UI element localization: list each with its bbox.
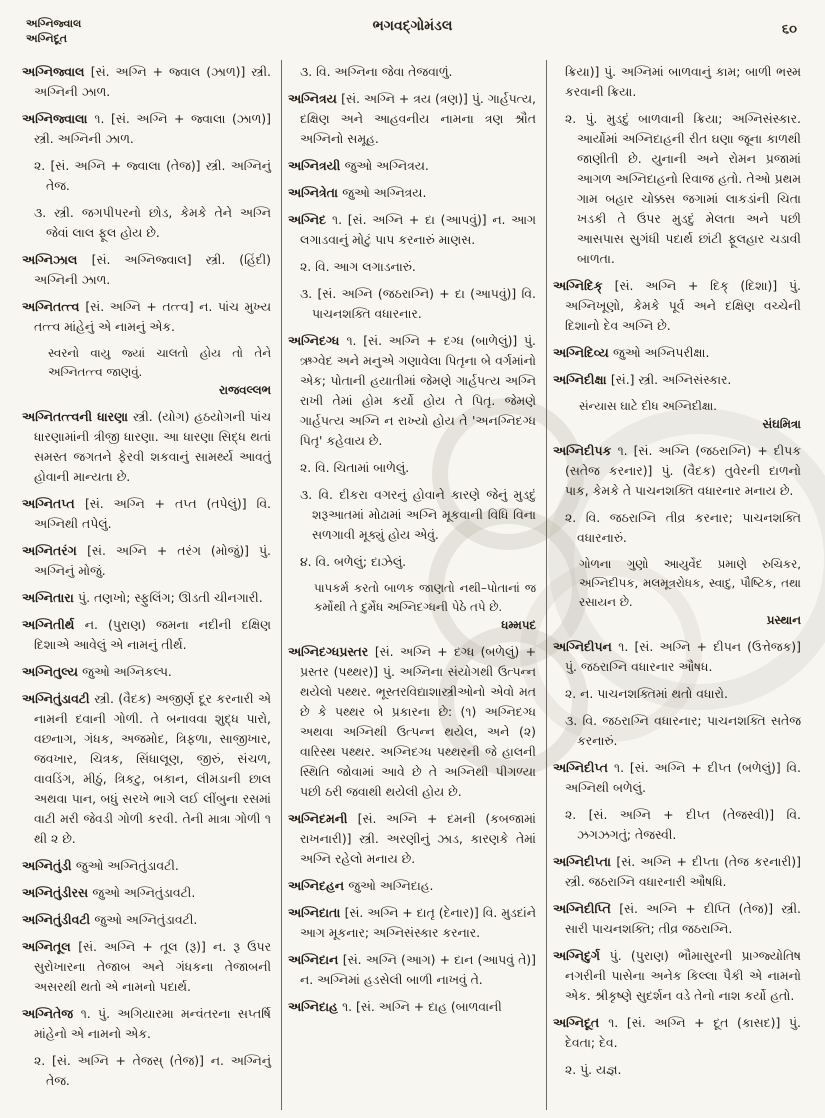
headword: અગ્નિતત્ત્વની ધારણા xyxy=(22,409,134,424)
dictionary-paragraph: ૨. [સં. અગ્નિ + જ્વાલા (તેજ)] સ્ત્રી. અગ્નિનું તેજ. xyxy=(34,158,271,193)
dictionary-paragraph: ૨. [સં. અગ્નિ + તેજસ્ (તેજ)] ન. અગ્નિનું તેજ. xyxy=(34,1053,271,1088)
book-title: ભગવદ્ગોમંડલ xyxy=(372,18,453,34)
headword: અગ્નિદીપ્તા xyxy=(552,854,617,869)
headword: અગ્નિદગ્ધપ્રસ્તર xyxy=(287,644,375,659)
dictionary-paragraph: અગ્નિઝાલ [સં. અગ્નિજ્વાલ] સ્ત્રી. (હિંદી) અગ્નિની ઝાળ. xyxy=(22,252,271,287)
dictionary-paragraph: ૨. વિ. ચિતામાં બાળેલું. xyxy=(299,460,410,475)
dictionary-paragraph: અગ્નિદુર્ગ પું. (પુરાણ) ભૌમાસુરની પ્રાગ્જ્યોતિષ નગરીની પાસેના અનેક કિલ્લા પૈકી એ નામનો એક. શ્રીકૃષ્ણે સુદર્શન વડે તેનો નાશ કર્યો હતો. xyxy=(552,948,801,1003)
citation-source: રાજવલ્લભ xyxy=(218,383,271,397)
dictionary-paragraph: અગ્નિદીક્ષા [સં.] સ્ત્રી. અગ્નિસંસ્કાર. xyxy=(552,372,732,387)
dictionary-paragraph: અગ્નિદીપ્તિ [સં. અગ્નિ + દીપ્તિ (તેજ)] સ્ત્રી. સારી પાચનશક્તિ; તીવ્ર જઠરાગ્નિ. xyxy=(552,901,801,936)
dictionary-paragraph: ૨. વિ. જઠરાગ્નિ તીવ્ર કરનાર; પાચનશક્તિ વધારનારું. xyxy=(564,510,801,545)
headword: અગ્નિતત્ત્વ xyxy=(22,299,86,314)
headword: અગ્નિદાન xyxy=(287,952,343,967)
column-2 xyxy=(281,60,546,1110)
headword: અગ્નિદમની xyxy=(287,811,358,826)
headword: અગ્નિતપ્ત xyxy=(22,496,85,511)
dictionary-paragraph: અગ્નિદીપ્તા [સં. અગ્નિ + દીપ્તા (તેજ કરનારી)] સ્ત્રી. જઠરાગ્નિ વધારનારી ઔષધિ. xyxy=(552,854,801,889)
headword: અગ્નિદાહ xyxy=(287,999,343,1014)
dictionary-paragraph: અગ્નિદિક્ [સં. અગ્નિ + દિક્ (દિશા)] પું. અગ્નિખૂણો, કેમકે પૂર્વ અને દક્ષિણ વચ્ચેની દિશાનો દેવ અગ્નિ છે. xyxy=(552,278,801,333)
headword: અગ્નિતૂલ xyxy=(22,939,79,954)
dictionary-paragraph: અગ્નિતુંડીરસ જુઓ અગ્નિતુંડાવટી. xyxy=(22,885,196,900)
headword: અગ્નિદિવ્ય xyxy=(552,345,613,360)
dictionary-paragraph: અગ્નિદીપન ૧. [સં. અગ્નિ + દીપન (ઉત્તેજક)] પું. જઠરાગ્નિ વધારનાર ઔષધ. xyxy=(552,639,801,674)
dictionary-paragraph: અગ્નિતેજ ૧. પું. અગિયારમા મન્વંતરના સપ્તર્ષિ માંહેનો એ નામનો એક. xyxy=(22,1006,271,1041)
column-3 xyxy=(546,60,811,1110)
dictionary-paragraph: અગ્નિદીપક ૧. [સં. અગ્નિ (જઠરાગ્નિ) + દીપક (સતેજ કરનાર)] પું. (વૈદક) તુવેરની દાળનો પાક, કેમકે તે પાચનશક્તિ વધારનાર મનાય છે. xyxy=(552,443,801,498)
dictionary-paragraph: અગ્નિતુલ્ય જુઓ અગ્નિકલ્પ. xyxy=(22,664,172,679)
dictionary-paragraph: અગ્નિતત્ત્વની ધારણા સ્ત્રી. (યોગ) હઠયોગની પાંચ ધારણામાંની ત્રીજી ધારણા. આ ધારણા સિદ્ધ થતાં સમસ્ત જગતને ફેરવી શકવાનું સામર્થ્ય આવતું હોવાની માન્યતા છે. xyxy=(22,409,271,484)
dictionary-paragraph: ૨. પું. યજ્ઞ. xyxy=(564,1062,622,1077)
dictionary-paragraph: અગ્નિદહન જુઓ અગ્નિદાહ. xyxy=(287,878,434,893)
page-number: ૬૦ xyxy=(781,22,797,37)
citation: પાપકર્મ કરતો બાળક જાણતો નથી–પોતાનાં જ કર્મોથી તે દુર્મેધ અગ્નિદગ્ધની પેઠે તપે છે. ધમ્મપદ xyxy=(288,579,536,635)
dictionary-paragraph: ૩. [સં. અગ્નિ (જઠરાગ્નિ) + દા (આપવું)] વિ. પાચનશક્તિ વધારનાર. xyxy=(299,286,536,321)
dictionary-paragraph: અગ્નિદાહ ૧. [સં. અગ્નિ + દાહ (બાળવાની xyxy=(287,999,502,1014)
dictionary-paragraph: અગ્નિદગ્ધપ્રસ્તર [સં. અગ્નિ + દગ્ધ (બળેલું) + પ્રસ્તર (પથ્થર)] પું. અગ્નિના સંયોગથી ઉત્પન્ન થયેલો પથ્થર. ભૂસ્તરવિદ્યાશાસ્ત્રીઓનો એવો મત છે કે પથ્થર બે પ્રકારના છે: (૧) અગ્નિદગ્ધ અથવા અગ્નિથી ઉત્પન્ન થયેલ, અને (૨) વારિસ્થ પથ્થર. અગ્નિદગ્ધ પથ્થરની જે હાલની સ્થિતિ જોવામાં આવે છે તે અગ્નિથી પીગળ્યા પછી ઠરી જવાથી થયેલી હોય છે. xyxy=(287,644,536,799)
dictionary-paragraph: અગ્નિતૂલ [સં. અગ્નિ + તૂલ (રૂ)] ન. રૂ ઉપર સુરોખારના તેજાબ અને ગંધકના તેજાબની અસરથી થતો એ નામનો પદાર્થ. xyxy=(22,939,271,994)
citation: સ્વરનો વાયુ જ્યાં ચાલતો હોય તો તેને અગ્નિતત્ત્વ જાણવું. રાજવલ્લભ xyxy=(22,344,271,400)
headword: અગ્નિતુંડાવટી xyxy=(22,691,95,706)
dictionary-paragraph: અગ્નિતત્ત્વ [સં. અગ્નિ + તત્ત્વ] ન. પાંચ મુખ્ય તત્ત્વ માંહેનું એ નામનું એક. xyxy=(22,299,271,334)
dictionary-paragraph: ૩. વિ. જઠરાગ્નિ વધારનાર; પાચનશક્તિ સતેજ કરનારું. xyxy=(564,713,801,748)
citation-source: ધમ્મપદ xyxy=(501,618,536,632)
dictionary-paragraph: ૩. સ્ત્રી. જગપીપરનો છોડ, કેમકે તેને અગ્નિ જેવાં લાલ ફૂલ હોય છે. xyxy=(34,205,271,240)
headword: અગ્નિદુર્ગ xyxy=(552,948,610,963)
dictionary-paragraph: અગ્નિદગ્ધ ૧. [સં. અગ્નિ + દગ્ધ (બાળેલું)] પું. ઋગ્વેદ અને મનુએ ગણાવેલા પિતૃના બે વર્ગમાંનો એક; પોતાની હયાતીમાં જેમણે ગાર્હપત્ય અગ્નિ રાખી તેમાં હોમ કર્યો હોય તે પિતૃ. જેમણે ગાર્હપત્ય અગ્નિ ન રાખ્યો હોય તે 'અનગ્નિદગ્ધ પિતૃ' કહેવાય છે. xyxy=(287,333,536,448)
headword: અગ્નિતીર્થ xyxy=(22,617,85,632)
headword: અગ્નિદીપ્ત xyxy=(552,760,615,775)
dictionary-paragraph: અગ્નિદાન [સં. અગ્નિ (આગ) + દાન (આપવું તે)] ન. અગ્નિમાં હડસેલી બાળી નાખવું તે. xyxy=(287,952,536,987)
dictionary-paragraph: અગ્નિદિવ્ય જુઓ અગ્નિપરીક્ષા. xyxy=(552,345,710,360)
headword: અગ્નિદીપન xyxy=(552,639,619,654)
dictionary-paragraph: અગ્નિતુંડાવટી સ્ત્રી. (વૈદક) અજીર્ણ દૂર કરનારી એ નામની દવાની ગોળી. તે બનાવવા શુદ્ધ પારો, વછનાગ, ગંધક, અજમોદ, ત્રિફળા, સાજીખાર, જવખાર, ચિત્રક, સિંધાલૂણ, જીરું, સંચળ, વાવડિંગ, મીઠું, ત્રિકટુ, બકાન, લીમડાની છાલ અથવા પાન, બધું સરખે ભાગે લઈ લીંબુના રસમાં વાટી મરી જેવડી ગોળી કરવી. તેની માત્રા ગોળી ૧ થી ૨ છે. xyxy=(22,691,271,846)
dictionary-paragraph: ૩. વિ. દીકરા વગરનું હોવાને કારણે જેનું મુડદું શરૂઆતમાં મોઢામાં અગ્નિ મૂકવાની વિધિ વિના સળગાવી મૂક્યું હોય એવું. xyxy=(299,487,536,542)
dictionary-paragraph: અગ્નિતુંડી જુઓ અગ્નિતુંડાવટી. xyxy=(22,858,179,873)
first-entry-word: અગ્નિજ્વાલ xyxy=(26,17,82,30)
headword: અગ્નિદૂત xyxy=(552,1015,609,1030)
headword: અગ્નિત્રય xyxy=(287,91,342,106)
dictionary-paragraph: અગ્નિતારા પું. તણખો; સ્ફુલિંગ; ઊડતી ચીનગારી. xyxy=(22,590,263,605)
headword: અગ્નિઝાલ xyxy=(22,252,92,267)
dictionary-paragraph: ૨. ન. પાચનશક્તિમાં થતો વધારો. xyxy=(564,686,728,701)
headword: અગ્નિદાતા xyxy=(287,905,345,920)
headword: અગ્નિતુંડીવટી xyxy=(22,912,95,927)
dictionary-paragraph: અગ્નિત્રેતા જુઓ અગ્નિત્રય. xyxy=(287,185,427,200)
citation-source: પ્રસ્થાન xyxy=(766,613,801,627)
dictionary-paragraph: અગ્નિજ્વાલા ૧. [સં. અગ્નિ + જ્વાલા (ઝાળ)] સ્ત્રી. અગ્નિની ઝાળ. xyxy=(22,111,271,146)
headword: અગ્નિદ xyxy=(287,212,333,227)
headword: અગ્નિતુંડીરસ xyxy=(22,885,93,900)
headword: અગ્નિતરંગ xyxy=(22,543,88,558)
dictionary-paragraph: અગ્નિત્રયી જુઓ અગ્નિત્રય. xyxy=(287,158,429,173)
running-head xyxy=(22,14,803,58)
dictionary-paragraph: અગ્નિદૂત ૧. [સં. અગ્નિ + દૂત (કાસદ)] પું. દેવતા; દેવ. xyxy=(552,1015,801,1050)
headword: અગ્નિદીપ્તિ xyxy=(552,901,620,916)
headword: અગ્નિજ્વાલા xyxy=(22,111,95,126)
headword: અગ્નિતુલ્ય xyxy=(22,664,83,679)
dictionary-paragraph: ૩. વિ. અગ્નિના જેવા તેજવાળું. xyxy=(299,64,453,79)
dictionary-paragraph: ૨. [સં. અગ્નિ + દીપ્ત (તેજસ્વી)] વિ. ઝગઝગતું; તેજસ્વી. xyxy=(564,807,801,842)
headword: અગ્નિદગ્ધ xyxy=(287,333,347,348)
citation: ગોળના ગુણો આયુર્વેદ પ્રમાણે રુચિકર, અગ્નિદીપક, મલમૂત્રરોધક, સ્વાદુ, પૌષ્ટિક, તથા રસાયન છે. પ્રસ્થાન xyxy=(553,555,801,630)
dictionary-paragraph: અગ્નિદાતા [સં. અગ્નિ + દાતૃ (દેનાર)] વિ. મુડદાંને આગ મૂકનાર; અગ્નિસંસ્કાર કરનાર. xyxy=(287,905,536,940)
citation: સંન્યાસ ઘાટે દીધ અગ્નિદીક્ષા. સંઘમિત્રા xyxy=(553,397,801,434)
headword: અગ્નિદીપક xyxy=(552,443,618,458)
dictionary-paragraph: અગ્નિતરંગ [સં. અગ્નિ + તરંગ (મોજું)] પું. અગ્નિનું મોજું. xyxy=(22,543,271,578)
dictionary-paragraph: અગ્નિતીર્થ ન. (પુરાણ) જમના નદીની દક્ષિણ દિશાએ આવેલું એ નામનું તીર્થ. xyxy=(22,617,271,652)
text-columns xyxy=(16,60,811,1110)
citation-source: સંઘમિત્રા xyxy=(762,417,801,431)
headword: અગ્નિતુંડી xyxy=(22,858,76,873)
last-entry-word: અગ્નિદૂત xyxy=(26,32,67,45)
dictionary-paragraph: અગ્નિત્રય [સં. અગ્નિ + ત્રય (ત્રણ)] પું. ગાર્હપત્ય, દક્ષિણ અને આહવનીય નામના ત્રણ શ્રૌત અગ્નિનો સમૂહ. xyxy=(287,91,536,146)
headword: અગ્નિદિક્ xyxy=(552,278,615,293)
column-1 xyxy=(16,60,281,1110)
headword: અગ્નિતેજ xyxy=(22,1006,81,1021)
dictionary-paragraph: ૨. વિ. આગ લગાડનારું. xyxy=(299,259,416,274)
dictionary-paragraph: અગ્નિજ્વાલ [સં. અગ્નિ + જ્વાલ (ઝાળ)] સ્ત્રી. અગ્નિની ઝાળ. xyxy=(22,64,271,99)
dictionary-paragraph: અગ્નિદ ૧. [સં. અગ્નિ + દા (આપવું)] ન. આગ લગાડવાનું મોટું પાપ કરનારું માણસ. xyxy=(287,212,536,247)
dictionary-paragraph: અગ્નિતપ્ત [સં. અગ્નિ + તપ્ત (તપેલું)] વિ. અગ્નિથી તપેલું. xyxy=(22,496,271,531)
dictionary-paragraph: ૨. પું. મુડદું બાળવાની ક્રિયા; અગ્નિસંસ્કાર. આર્યોમાં અગ્નિદાહની રીત ઘણા જૂના કાળથી જાણીતી છે. યુનાની અને રોમન પ્રજામાં આગળ અગ્નિદાહનો રિવાજ હતો. તેઓ પ્રથમ ગામ બહાર ચોક્કસ જગામાં લાકડાંની ચિતા ખડકી તે ઉપર મુડદું મેલતા અને પછી આસપાસ સુગંધી પદાર્થ છાંટી ફૂલહાર ચડાવી બાળતા. xyxy=(564,111,801,266)
dictionary-paragraph: ક્રિયા)] પું. અગ્નિમાં બાળવાનું કામ; બાળી ભસ્મ કરવાની ક્રિયા. xyxy=(564,64,801,99)
headword: અગ્નિત્રયી xyxy=(287,158,345,173)
headword: અગ્નિજ્વાલ xyxy=(22,64,91,79)
dictionary-paragraph: ૪. વિ. બળેલું; દાઝેલું. xyxy=(299,554,407,569)
headword: અગ્નિત્રેતા xyxy=(287,185,343,200)
dictionary-paragraph: અગ્નિદમની [સં. અગ્નિ + દમની (કબજામાં રાખનારી)] સ્ત્રી. અરણીનું ઝાડ, કારણકે તેમાં અગ્નિ રહેલો મનાય છે. xyxy=(287,811,536,866)
headword: અગ્નિતારા xyxy=(22,590,79,605)
dictionary-paragraph: અગ્નિતુંડીવટી જુઓ અગ્નિતુંડાવટી. xyxy=(22,912,198,927)
headword: અગ્નિદહન xyxy=(287,878,349,893)
dictionary-paragraph: અગ્નિદીપ્ત ૧. [સં. અગ્નિ + દીપ્ત (બળેલું)] વિ. અગ્નિથી બળેલું. xyxy=(552,760,801,795)
headword: અગ્નિદીક્ષા xyxy=(552,372,611,387)
